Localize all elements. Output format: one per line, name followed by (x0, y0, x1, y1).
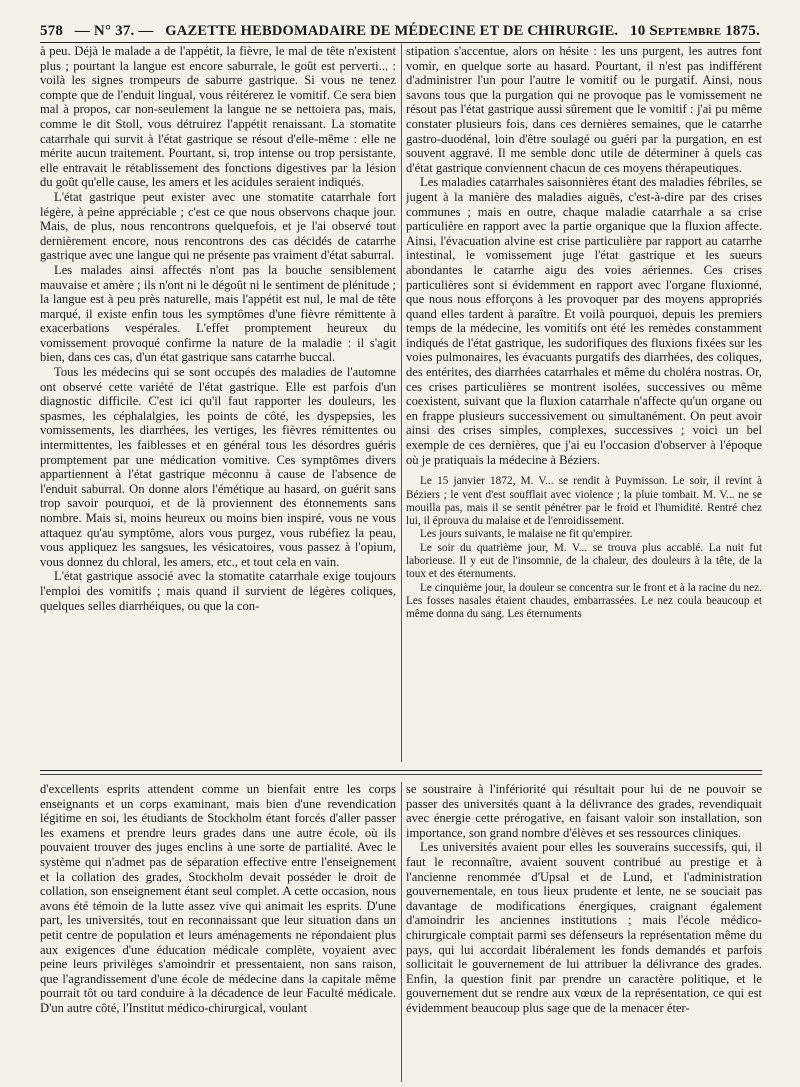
paragraph: se soustraire à l'infériorité qui résultait pour lui de ne pouvoir se passer des universités quant à la délivrance des grades, revendiquait avec énergie cette prérogative, en faisant valoir son installation, son importance, son grand nombre d'élèves et ses ressources cliniques. (406, 782, 762, 840)
case-paragraph: Les jours suivants, le malaise ne fit qu'empirer. (420, 528, 633, 541)
paragraph: L'état gastrique associé avec la stomatite catarrhale exige toujours l'emploi des vomitifs ; mais quand il survient de légères coliques, quelques selles diarrhéiques, ou que la con- (40, 569, 396, 613)
page-header (40, 14, 760, 43)
case-paragraph: Le 15 janvier 1872, M. V... se rendit à Puymisson. Le soir, il revint à Béziers ; le vent d'est soufflait avec violence ; la pluie tombait. M. V... ne se mouilla pas, mais il se sentit pénétrer par le froid et l'humidité. Rentré chez lui, il éprouva du malaise et de l'enroidissement. (406, 475, 762, 528)
issue-number: — N° 37. — (74, 23, 154, 39)
issue-date: 10 Septembre 1875. (630, 23, 760, 39)
column-top-right (406, 44, 762, 764)
section-divider (40, 770, 762, 771)
page-number: 578 (40, 23, 64, 39)
paragraph: Les maladies catarrhales saisonnières étant des maladies fébriles, se jugent à la manière des maladies aiguës, c'est-à-dire par des crises communes ; mais en outre, chaque maladie catarrhale a sa crise particulière en rapport avec la partie organique que la fluxion affecte. Ainsi, l'évacuation alvine est crise particulière par rapport au catarrhe intestinal, le vomissement juge l'état gastrique et les sueurs abondantes le catarrhe aigu des voies aériennes. Ces crises particulières sont si évidemment en rapport avec l'organe fluxionné, que nous nous efforçons à les provoquer par des moyens appropriés quand elles tardent à paraître. Et voilà pourquoi, depuis les premiers temps de la médecine, les vomitifs ont été les remèdes constamment indiqués de l'état gastrique, les sudorifiques des fluxions fixées sur les voies pulmonaires, les évacuants purgatifs des diarrhées, des coliques, des entérites, des diarrhées catarrhales et même du choléra nostras. Or, ces crises particulières se montrent isolées, successives ou même coexistent, suivant que la fluxion catarrhale n'affecte qu'un organe ou en frappe plusieurs successivement ou simultanément. On peut avoir ainsi des crises simples, complexes, successives ; voici un bel exemple de ces dernières, que j'ai eu l'occasion d'observer à l'époque où je pratiquais la médecine à Béziers. (406, 175, 762, 467)
paragraph: Les universités avaient pour elles les souverains successifs, qui, il faut le reconnaître, avaient souvent contribué au prestige et à l'ancienne renommée d'Upsal et de Lund, et l'administration gouvernementale, en tous lieux prudente et lente, ne se souciait pas davantage de modifications énergiques, craignant également d'amoindrir les anciennes institutions ; mais l'école médico-chirurgicale comptait parmi ses défenseurs la représentation même du pays, qui lui accordait libéralement les fonds demandés et parfois sollicitait le gouvernement de lui attribuer la délivrance des grades. Enfin, la question finit par prendre un caractère politique, et le gouvernement dut se rendre aux vœux de la représentation, ce qui est évidemment beaucoup plus sage que de la menacer éter- (406, 840, 762, 1015)
case-paragraph: Le soir du quatrième jour, M. V... se trouva plus accablé. La nuit fut laborieuse. Il y eut de l'insomnie, de la chaleur, des douleurs à la tête, de la toux et des éternuments. (406, 541, 762, 581)
paragraph: stipation s'accentue, alors on hésite : les uns purgent, les autres font vomir, en quelque sorte au hasard. Pourtant, il n'est pas indifférent d'administrer l'un pour l'autre le vomitif ou le purgatif. Ainsi, nous savons tous que la purgation qui ne provoque pas le vomissement ne résout pas l'état gastrique aussi sûrement que le vomitif : j'ai pu même constater plusieurs fois, dans ces dernières semaines, que le catarrhe gastro-duodénal, loin d'être soulagé ou guéri par la purgation, en est souvent aggravé. Il me semble donc utile de déterminer à quels cas d'état gastrique conviennent chacun de ces moyens thérapeutiques. (406, 44, 762, 175)
paragraph: Tous les médecins qui se sont occupés des maladies de l'automne ont observé cette variété de l'état gastrique. Elle est parfois d'un diagnostic difficile. C'est ici qu'il faut rapporter les douleurs, les spasmes, les céphalalgies, les points de côté, les dyspepsies, les vomissements, les diarrhées, les vertiges, les fièvres rémittentes ou intermittentes, les faiblesses et en général tous les désordres guéris promptement par une médication vomitive. Ces symptômes divers appartiennent à l'état gastrique méconnu à cause de l'absence de l'enduit saburral. On donne alors l'émétique au hasard, on guérit sans trop savoir pourquoi, et de là proviennent des étonnements sans nombre. Mais si, moins heureux ou moins bien inspiré, vous ne vous attaquez qu'au symptôme, alors vous purgez, vous rubéfiez la peau, vous appliquez les sangsues, les vésicatoires, vous passez à l'opium, vous donnez du chloral, les amers, etc., et tout cela en vain. (40, 365, 396, 569)
paragraph: d'excellents esprits attendent comme un bienfait entre les corps enseignants et un corps examinant, mais bien d'une revendication légitime en soi, les étudiants de Stockholm étant forcés d'aller passer les examens et prendre leurs grades dans une autre école, où ils pouvaient trouver des juges enclins à une sorte de partialité. Avec le système qui n'admet pas de séparation effective entre l'enseignement et la collation des grades, Stockholm devait posséder le droit de collation, son enseignement étant seul complet. A cette occasion, nous avons été témoin de la lutte assez vive qui animait les esprits. D'une part, les universités, tout en reconnaissant que leur situation dans un petit centre de population et leurs aménagements ne répondaient plus aux exigences d'une éducation médicale complète, voyaient avec peine leurs privilèges s'amoindrir et pressentaient, non sans raison, que l'agrandissement d'une école de médecine dans la capitale même pourrait tôt ou tard conduire à la décadence de leur Faculté médicale. D'un autre côté, l'Institut médico-chirurgical, voulant (40, 782, 396, 1015)
paragraph: à peu. Déjà le malade a de l'appétit, la fièvre, le mal de tête n'existent plus ; pourtant la langue est encore saburrale, le goût est perverti... : voilà les signes trompeurs de saburre gastrique. Si vous ne tenez compte que de l'enduit lingual, vous réitérerez le vomitif. Ce sera bien mal à propos, car non-seulement la langue ne se nettoiera pas, mais, comme le dit Stoll, vous détruirez l'appétit renaissant. La stomatite catarrhale qui survit à l'état gastrique se résout d'elle-même : elle ne mérite aucun traitement. Pourtant, si, trop intense ou trop persistante, elle entravait le rétablissement des fonctions digestives par la lésion du goût qu'elle cause, les amers et les acidules seraient indiqués. (40, 44, 396, 190)
column-bottom-left (40, 782, 396, 1082)
column-divider (401, 782, 402, 1082)
column-top-left (40, 44, 396, 764)
column-divider (401, 44, 402, 762)
case-paragraph: Le cinquième jour, la douleur se concentra sur le front et à la racine du nez. Les fosses nasales étaient chaudes, embarrassées. Le nez coula beaucoup et même donna du sang. Les éternuments (406, 581, 762, 621)
paragraph: L'état gastrique peut exister avec une stomatite catarrhale fort légère, à peine appréciable ; c'est ce que nous observons chaque jour. Mais, de plus, nous rencontrons quelquefois, et je l'ai observé tout dernièrement encore, nous rencontrons des cas décidés de catarrhe gastrique avec une langue qui ne présente pas vraiment d'état saburral. (40, 189, 396, 263)
paragraph: Les malades ainsi affectés n'ont pas la bouche sensiblement mauvaise et amère ; ils n'ont ni le dégoût ni le sentiment de plénitude ; la langue est à peu près naturelle, mais l'appétit est nul, le mal de tête marqué, il existe enfin tous les symptômes d'une fièvre rémittente à exacerbations vespérales. L'effet promptement heureux du vomissement provoqué confirme la nature de la maladie : il s'agit bien, dans ces cas, d'un état gastrique sans catarrhe buccal. (40, 262, 396, 365)
journal-title: GAZETTE HEBDOMADAIRE DE MÉDECINE ET DE CHIRURGIE. (165, 23, 619, 39)
column-bottom-right (406, 782, 762, 1082)
section-divider-thin (40, 774, 762, 775)
